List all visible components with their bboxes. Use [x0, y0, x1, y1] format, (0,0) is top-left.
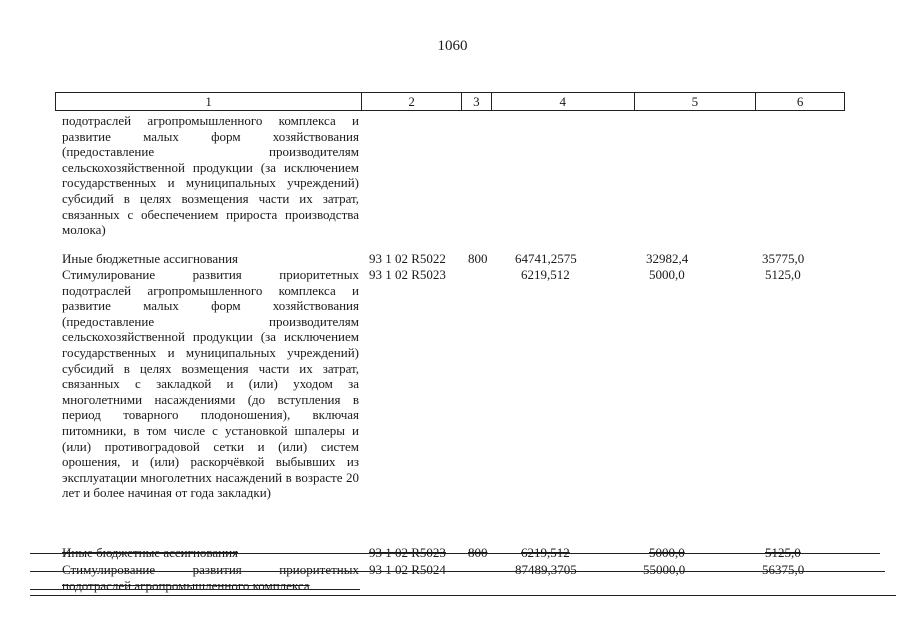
- row-code: 93 1 02 R5024: [369, 562, 446, 577]
- table-header: [55, 92, 845, 111]
- row-value-col6: 56375,0: [762, 562, 805, 577]
- row-description: подотраслей агропромышленного комплекса и развитие малых форм хозяйствования (предоставление производителям сельскохозяйственной продукции (за исключением государственных и муниципальных учреждений) субсидий в целях возмещения части их затрат, связанных с обеспечением прироста производства молока): [62, 113, 359, 238]
- row-value-col4: 6219,512: [521, 267, 570, 282]
- row-description: Стимулирование развития приоритетных подотраслей агропромышленного комплекса и развитие малых форм хозяйствования (предоставление производителям сельскохозяйственной продукции (за исключением государственных и муниципальных учреждений) субсидий в целях возмещения части их затрат, связанных с закладкой и (или) уходом за многолетними насаждениями (до вступления в период товарного плодоношения), включая питомники, в том числе с установкой шпалеры и (или) противоградовой сетки и (или) систем орошения, и (или) раскорчёвкой выбывших из эксплуатации многолетних насаждений в возрасте 20 лет и более начиная от года закладки): [62, 267, 359, 501]
- divider-line: [30, 595, 896, 596]
- row-value-col5: 55000,0: [643, 562, 686, 577]
- page-number: 1060: [437, 38, 468, 54]
- row-value-col6: 5125,0: [765, 267, 801, 282]
- row-description: Иные бюджетные ассигнования: [62, 545, 239, 560]
- strike-line: [30, 553, 880, 554]
- row-value-col4: 87489,3705: [515, 562, 577, 577]
- row-value-col5: 32982,4: [646, 251, 689, 266]
- strike-line: [30, 589, 360, 590]
- row-code: 93 1 02 R5023: [369, 545, 446, 560]
- row-value-col5: 5000,0: [649, 267, 685, 282]
- header-col-3: 3: [462, 93, 492, 110]
- header-col-6: 6: [796, 94, 804, 109]
- row-description: Стимулирование развития приоритетных: [62, 562, 359, 577]
- row-value-col6: 5125,0: [765, 545, 801, 560]
- header-col-1: 1: [56, 93, 362, 110]
- header-col-4: 4: [492, 93, 635, 110]
- row-code: 93 1 02 R5022: [369, 251, 446, 266]
- row-description: Иные бюджетные ассигнования: [62, 251, 239, 266]
- row-value-col6: 35775,0: [762, 251, 805, 266]
- row-expense-type: 800: [468, 545, 488, 560]
- row-expense-type: 800: [468, 251, 488, 266]
- row-code: 93 1 02 R5023: [369, 267, 446, 282]
- header-col-5: 5: [635, 93, 757, 110]
- row-value-col4: 64741,2575: [515, 251, 577, 266]
- strike-line: [30, 571, 885, 572]
- row-value-col5: 5000,0: [649, 545, 685, 560]
- header-col-2: 2: [362, 93, 462, 110]
- row-value-col4: 6219,512: [521, 545, 570, 560]
- row-description: подотраслей агропромышленного комплекса: [62, 578, 310, 593]
